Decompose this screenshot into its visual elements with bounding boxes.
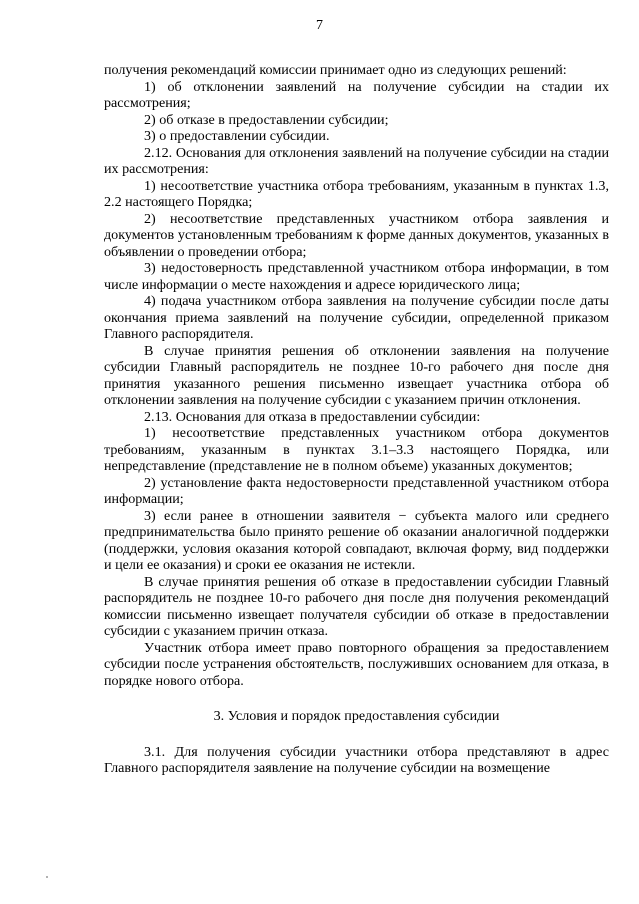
list-item-rejection: 1) об отклонении заявлений на получение субсидии на стадии их рассмотрения; xyxy=(104,78,609,111)
paragraph-rejection-notice: В случае принятия решения об отклонении заявления на получение субсидии Главный распорядитель не позднее 10-го рабочего дня после дня принятия указанного решения письменно извещает участника отбора об отклонении заявления на получение субсидии с указанием причин отклонения. xyxy=(104,342,609,408)
scan-speck xyxy=(46,876,48,878)
list-item-refusal: 2) об отказе в предоставлении субсидии; xyxy=(144,111,389,128)
clause-2-13-heading: 2.13. Основания для отказа в предоставлении субсидии: xyxy=(144,408,481,425)
paragraph-refusal-notice: В случае принятия решения об отказе в предоставлении субсидии Главный распорядитель не позднее 10-го рабочего дня после дня получения рекомендаций комиссии письменно извещает получателя субсидии об отказе в предоставлении субсидии с указанием причин отказа. xyxy=(104,573,609,639)
clause-2-13-item-3: 3) если ранее в отношении заявителя − субъекта малого или среднего предпринимательства было принято решение об оказании аналогичной поддержки (поддержки, условия оказания которой совпадают, включая форму, вид поддержки и цели ее оказания) и сроки ее оказания не истекли. xyxy=(104,507,609,573)
clause-2-12-item-2: 2) несоответствие представленных участником отбора заявления и документов установленным требованиям к форме данных документов, указанных в объявлении о проведении отбора; xyxy=(104,210,609,260)
clause-2-13-item-1: 1) несоответствие представленных участником отбора документов требованиям, указанным в пунктах 3.1–3.3 настоящего Порядка, или непредставление (представление не в полном объеме) указанных документов; xyxy=(104,425,609,474)
clause-3-1: 3.1. Для получения субсидии участники отбора представляют в адрес Главного распорядителя заявление на получение субсидии на возмещение xyxy=(104,743,609,776)
clause-2-12-item-3: 3) недостоверность представленной участником отбора информации, в том числе информации о месте нахождения и адресе юридического лица; xyxy=(104,260,609,293)
page-number: 7 xyxy=(316,18,323,33)
list-item-grant: 3) о предоставлении субсидии. xyxy=(144,128,330,144)
clause-2-12-item-1: 1) несоответствие участника отбора требованиям, указанным в пунктах 1.3, 2.2 настоящего Порядка; xyxy=(104,177,609,210)
section-3-heading: 3. Условия и порядок предоставления субсидии xyxy=(213,708,500,724)
clause-2-13-item-2: 2) установление факта недостоверности представленной участником отбора информации; xyxy=(104,474,609,507)
paragraph-reapplication-right: Участник отбора имеет право повторного обращения за предоставлением субсидии после устранения обстоятельств, послуживших основанием для отказа, в порядке нового отбора. xyxy=(104,639,609,689)
clause-2-12-heading: 2.12. Основания для отклонения заявлений на получение субсидии на стадии их рассмотрения: xyxy=(104,144,609,177)
document-body xyxy=(104,62,609,777)
clause-2-12-item-4: 4) подача участником отбора заявления на получение субсидии после даты окончания приема заявлений на получение субсидии, определенной приказом Главного распорядителя. xyxy=(104,293,609,342)
paragraph-decision-intro: получения рекомендаций комиссии принимает одно из следующих решений: xyxy=(104,62,567,78)
